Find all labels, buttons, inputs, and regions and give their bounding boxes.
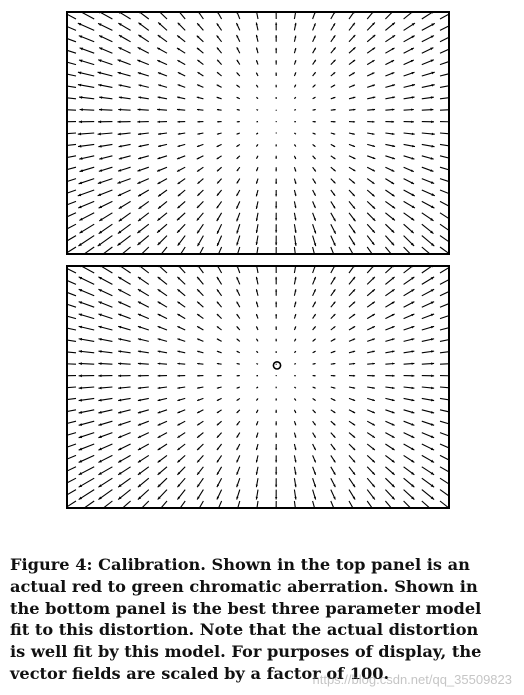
vector-arrow — [440, 247, 448, 253]
vector-arrow — [217, 267, 222, 273]
vector-arrow — [178, 247, 185, 253]
vector-arrowhead — [275, 436, 277, 438]
vector-arrow — [68, 444, 76, 450]
vector-arrow — [331, 13, 335, 19]
vector-dot — [276, 121, 277, 122]
vector-arrowhead — [99, 108, 102, 111]
vector-arrow — [68, 289, 76, 296]
vector-arrowhead — [98, 435, 101, 438]
vector-arrowhead — [157, 121, 160, 123]
vector-arrowhead — [177, 121, 179, 123]
vector-arrowhead — [98, 120, 101, 123]
vector-arrow — [440, 213, 448, 221]
vector-arrow — [68, 144, 76, 146]
vector-arrow — [331, 501, 336, 507]
vector-arrow — [68, 236, 76, 246]
vector-arrowhead — [431, 326, 434, 329]
vector-arrow — [404, 247, 415, 253]
vector-arrowhead — [177, 157, 180, 159]
vector-arrow — [197, 247, 203, 253]
vector-arrow — [440, 314, 448, 319]
vector-arrowhead — [275, 206, 277, 208]
vector-arrow — [294, 501, 295, 507]
vector-arrow — [158, 13, 167, 19]
vector-arrow — [313, 267, 316, 273]
vector-arrow — [118, 267, 130, 273]
vector-arrowhead — [392, 121, 394, 123]
vector-arrowhead — [118, 314, 121, 317]
vector-arrow — [440, 110, 448, 111]
vector-arrowhead — [138, 362, 141, 364]
vector-arrowhead — [158, 411, 161, 413]
vector-arrowhead — [372, 85, 375, 87]
vector-arrowhead — [275, 218, 277, 220]
vector-arrow — [68, 433, 76, 438]
vector-arrowhead — [431, 108, 434, 111]
vector-arrow — [440, 72, 448, 76]
vector-arrow — [256, 247, 258, 253]
vector-arrowhead — [411, 72, 414, 74]
vector-arrowhead — [80, 169, 83, 172]
vector-arrowhead — [314, 472, 316, 475]
vector-arrowhead — [79, 314, 82, 317]
vector-arrowhead — [353, 145, 355, 147]
vector-arrow — [440, 387, 448, 388]
distortion-center-marker — [273, 362, 280, 369]
vector-arrowhead — [79, 120, 82, 123]
vector-arrowhead — [178, 84, 181, 86]
vector-arrow — [217, 13, 222, 19]
caption-line: Figure 4: Calibration. Shown in the top panel is an — [10, 555, 470, 574]
vector-arrowhead — [197, 121, 199, 123]
vector-arrow — [98, 247, 113, 253]
vector-arrow — [440, 339, 448, 342]
vector-arrow — [68, 48, 76, 53]
vector-arrowhead — [353, 121, 355, 123]
vector-arrowhead — [353, 399, 355, 401]
vector-arrow — [68, 455, 76, 462]
vector-arrow — [237, 501, 240, 507]
vector-dot — [276, 110, 277, 111]
vector-arrowhead — [80, 48, 83, 51]
vector-arrowhead — [412, 375, 415, 377]
vector-arrowhead — [138, 72, 141, 74]
vector-arrow — [256, 13, 258, 19]
vector-arrow — [68, 85, 76, 88]
vector-arrow — [68, 501, 76, 507]
vector-arrow — [68, 190, 76, 196]
vector-arrowhead — [431, 314, 434, 317]
vector-arrowhead — [118, 423, 121, 426]
vector-arrowhead — [275, 35, 277, 37]
vector-arrow — [440, 478, 448, 487]
vector-arrow — [68, 277, 76, 284]
vector-arrowhead — [431, 423, 434, 426]
vector-arrowhead — [158, 363, 161, 365]
vector-arrow — [68, 179, 76, 184]
vector-arrowhead — [158, 72, 161, 74]
vector-arrow — [440, 133, 448, 134]
vector-arrowhead — [79, 387, 82, 390]
vector-arrow — [68, 302, 76, 308]
vector-arrow — [197, 501, 203, 507]
vector-arrowhead — [177, 375, 179, 377]
vector-arrow — [68, 351, 76, 353]
vector-arrow — [294, 247, 295, 253]
vector-arrowhead — [158, 375, 161, 377]
vector-arrow — [440, 444, 448, 450]
vector-arrowhead — [412, 362, 415, 364]
vector-arrow — [349, 267, 355, 273]
vector-arrowhead — [411, 121, 414, 123]
vector-arrowhead — [275, 182, 277, 184]
vector-arrow — [404, 267, 415, 273]
vector-dot — [276, 364, 277, 365]
vector-arrowhead — [98, 59, 101, 62]
vector-arrow — [68, 13, 76, 19]
caption-line: is well fit by this model. For purposes of display, the — [10, 642, 482, 662]
vector-arrow — [440, 363, 448, 364]
vector-arrow — [440, 467, 448, 475]
vector-arrow — [440, 421, 448, 425]
vector-arrow — [367, 501, 375, 507]
vector-arrow — [440, 410, 448, 413]
vector-arrow — [178, 13, 185, 19]
vector-arrow — [68, 109, 76, 110]
vector-arrowhead — [236, 484, 238, 487]
vector-arrow — [440, 326, 448, 330]
vector-arrow — [237, 267, 240, 273]
vector-arrowhead — [79, 448, 83, 451]
vector-arrow — [367, 267, 375, 273]
vector-arrowhead — [275, 423, 277, 425]
vector-arrow — [331, 247, 335, 253]
vector-arrow — [79, 501, 95, 507]
vector-arrow — [440, 267, 448, 273]
vector-arrow — [440, 398, 448, 400]
vector-arrow — [68, 72, 76, 76]
vector-arrowhead — [275, 497, 277, 500]
vector-arrow — [68, 23, 76, 31]
vector-arrow — [68, 224, 76, 233]
vector-arrow — [404, 13, 415, 19]
vector-arrowhead — [237, 231, 239, 234]
vector-arrowhead — [98, 181, 101, 184]
vector-arrow — [440, 60, 448, 65]
vector-arrowhead — [275, 169, 277, 171]
vector-arrowhead — [138, 108, 141, 110]
vector-arrow — [440, 277, 448, 284]
vector-arrow — [118, 501, 130, 507]
vector-arrow — [78, 13, 94, 19]
vector-arrowhead — [275, 314, 277, 316]
vector-arrowhead — [79, 181, 82, 184]
vector-dot — [276, 132, 277, 133]
vector-arrow — [68, 156, 76, 159]
vector-arrow — [313, 247, 316, 253]
vector-arrow — [217, 247, 222, 253]
vector-arrowhead — [314, 484, 316, 487]
vector-arrowhead — [411, 423, 414, 425]
vector-arrowhead — [275, 448, 277, 450]
vector-arrowhead — [392, 363, 395, 365]
vector-arrowhead — [117, 120, 120, 123]
vector-arrow — [294, 13, 296, 19]
vector-arrowhead — [411, 326, 414, 328]
vector-arrowhead — [137, 169, 140, 171]
vector-arrowhead — [99, 169, 102, 172]
vector-arrow — [440, 190, 448, 196]
vector-arrowhead — [137, 121, 140, 124]
vector-arrow — [138, 13, 149, 19]
vector-arrowhead — [373, 157, 376, 159]
vector-arrowhead — [430, 169, 433, 171]
vector-arrow — [68, 410, 76, 413]
vector-arrowhead — [314, 497, 316, 500]
vector-arrow — [68, 201, 76, 208]
vector-arrowhead — [236, 497, 238, 500]
vector-arrow — [217, 501, 222, 507]
vector-arrowhead — [78, 193, 81, 196]
vector-arrowhead — [98, 423, 101, 426]
vector-arrow — [68, 478, 76, 487]
vector-arrow — [440, 13, 448, 19]
vector-arrowhead — [275, 472, 277, 474]
vector-arrowhead — [98, 314, 101, 317]
vector-arrow — [68, 363, 76, 364]
vector-arrow — [158, 267, 167, 273]
vector-arrowhead — [431, 120, 434, 123]
vector-arrow — [385, 501, 394, 507]
vector-arrow — [138, 247, 149, 253]
vector-arrowhead — [80, 108, 83, 111]
vector-arrow — [158, 247, 167, 253]
vector-arrow — [385, 267, 394, 273]
vector-arrowhead — [79, 60, 82, 63]
vector-arrowhead — [372, 339, 375, 341]
vector-arrow — [68, 421, 76, 425]
vector-arrow — [440, 23, 448, 30]
vector-arrowhead — [79, 374, 82, 377]
vector-arrow — [256, 267, 258, 273]
vector-arrow — [68, 326, 76, 330]
vector-arrow — [294, 267, 295, 273]
vector-arrowhead — [98, 362, 101, 365]
vector-arrow — [440, 156, 448, 159]
vector-arrowhead — [197, 375, 199, 377]
vector-arrowhead — [98, 133, 101, 136]
bottom-vector-field-svg — [68, 267, 448, 507]
vector-arrow — [118, 247, 131, 253]
vector-arrow — [440, 167, 448, 171]
vector-arrowhead — [98, 193, 102, 196]
vector-arrowhead — [79, 362, 82, 365]
vector-arrow — [349, 13, 355, 19]
vector-arrow — [349, 247, 355, 253]
vector-dot — [276, 375, 277, 376]
vector-arrow — [138, 267, 149, 273]
vector-arrowhead — [314, 218, 316, 221]
vector-arrowhead — [275, 289, 277, 291]
vector-arrowhead — [392, 411, 395, 413]
vector-arrowhead — [431, 375, 434, 378]
vector-arrow — [385, 247, 394, 253]
vector-arrowhead — [275, 48, 277, 50]
vector-arrow — [404, 501, 415, 507]
vector-arrowhead — [117, 181, 120, 184]
vector-arrow — [440, 224, 448, 233]
vector-arrow — [177, 501, 185, 507]
caption-line: fit to this distortion. Note that the actual distortion — [10, 620, 479, 640]
vector-arrowhead — [118, 362, 121, 365]
vector-arrow — [440, 201, 448, 208]
vector-arrowhead — [236, 243, 238, 246]
vector-arrow — [313, 13, 316, 19]
vector-arrow — [331, 267, 336, 273]
vector-arrowhead — [118, 108, 121, 111]
vector-arrow — [98, 267, 112, 273]
vector-arrowhead — [431, 362, 434, 365]
vector-arrowhead — [78, 133, 81, 136]
vector-arrowhead — [197, 145, 199, 147]
vector-arrow — [68, 467, 76, 475]
vector-arrowhead — [314, 231, 316, 234]
vector-arrow — [68, 490, 76, 500]
vector-arrow — [349, 501, 355, 507]
vector-arrow — [68, 167, 76, 171]
vector-arrow — [177, 267, 185, 273]
vector-arrowhead — [197, 399, 199, 401]
vector-arrow — [367, 13, 374, 19]
vector-arrowhead — [373, 375, 375, 377]
vector-arrow — [98, 13, 113, 19]
vector-arrow — [440, 179, 448, 184]
top-vector-field-svg — [68, 13, 448, 253]
vector-arrow — [68, 60, 76, 64]
vector-arrowhead — [275, 460, 277, 462]
vector-arrowhead — [118, 60, 121, 63]
vector-arrow — [422, 247, 435, 253]
vector-arrowhead — [275, 230, 277, 232]
vector-arrow — [440, 97, 448, 99]
vector-arrow — [68, 247, 76, 253]
vector-arrow — [79, 267, 95, 273]
vector-arrow — [68, 97, 76, 99]
vector-arrow — [68, 133, 76, 134]
vector-arrow — [440, 302, 448, 308]
vector-arrow — [237, 13, 240, 19]
vector-arrowhead — [372, 121, 374, 123]
vector-arrow — [197, 267, 203, 273]
vector-arrow — [68, 314, 76, 319]
vector-arrowhead — [157, 108, 160, 110]
vector-arrow — [440, 433, 448, 438]
vector-arrow — [68, 398, 76, 400]
vector-arrowhead — [275, 22, 277, 24]
top-panel-vector-field — [66, 11, 450, 255]
vector-arrowhead — [158, 326, 161, 328]
caption-line: actual red to green chromatic aberration. Shown in — [10, 576, 478, 596]
vector-arrowhead — [275, 194, 277, 196]
vector-arrow — [236, 247, 239, 253]
vector-arrow — [68, 213, 76, 221]
caption-line: vector fields are scaled by a factor of 100. — [10, 663, 390, 683]
vector-arrow — [422, 501, 434, 507]
vector-arrow — [385, 13, 394, 19]
vector-arrowhead — [392, 375, 395, 377]
vector-arrowhead — [236, 219, 238, 222]
vector-arrowhead — [411, 108, 414, 110]
vector-arrow — [138, 501, 149, 507]
vector-arrow — [440, 490, 448, 500]
vector-arrow — [68, 267, 76, 273]
vector-arrow — [118, 13, 131, 19]
vector-arrow — [68, 35, 76, 41]
figure-caption — [10, 554, 510, 685]
vector-arrowhead — [138, 423, 141, 425]
vector-arrow — [158, 501, 167, 507]
caption-line: the bottom panel is the best three parameter model — [10, 598, 482, 618]
vector-arrowhead — [353, 375, 355, 377]
vector-arrowhead — [314, 243, 316, 246]
vector-arrow — [98, 501, 112, 507]
vector-arrowhead — [392, 157, 395, 159]
vector-arrowhead — [158, 84, 161, 86]
vector-arrow — [256, 501, 258, 507]
vector-arrow — [78, 247, 94, 253]
vector-arrowhead — [275, 243, 277, 246]
vector-arrow — [198, 13, 204, 19]
vector-arrow — [440, 85, 448, 88]
vector-arrowhead — [79, 435, 82, 438]
vector-arrow — [367, 247, 374, 253]
vector-arrowhead — [392, 109, 395, 111]
watermark-text: https://blog.csdn.net/qq_35509823 — [312, 672, 512, 687]
vector-arrowhead — [431, 72, 434, 75]
vector-arrow — [68, 387, 76, 388]
vector-arrowhead — [275, 60, 277, 62]
vector-arrow — [440, 47, 448, 53]
vector-arrow — [440, 289, 448, 296]
vector-arrow — [440, 351, 448, 353]
vector-arrowhead — [177, 338, 180, 340]
vector-arrow — [440, 455, 448, 462]
vector-arrow — [440, 501, 448, 507]
vector-arrowhead — [275, 485, 277, 487]
vector-arrowhead — [275, 302, 277, 304]
vector-arrow — [68, 339, 76, 342]
vector-arrowhead — [118, 169, 121, 172]
bottom-panel-vector-field — [66, 265, 450, 509]
vector-arrowhead — [411, 411, 414, 413]
vector-arrowhead — [275, 277, 277, 279]
vector-arrow — [422, 267, 434, 273]
vector-arrowhead — [79, 301, 82, 304]
vector-arrowhead — [138, 375, 141, 377]
vector-arrowhead — [98, 374, 101, 377]
vector-arrowhead — [118, 374, 121, 377]
vector-arrowhead — [158, 157, 161, 159]
vector-arrow — [313, 501, 316, 507]
vector-arrow — [440, 236, 448, 246]
vector-arrowhead — [138, 326, 141, 328]
vector-arrowhead — [411, 157, 414, 159]
vector-arrow — [440, 35, 448, 42]
vector-arrow — [422, 13, 435, 19]
vector-arrow — [440, 144, 448, 146]
